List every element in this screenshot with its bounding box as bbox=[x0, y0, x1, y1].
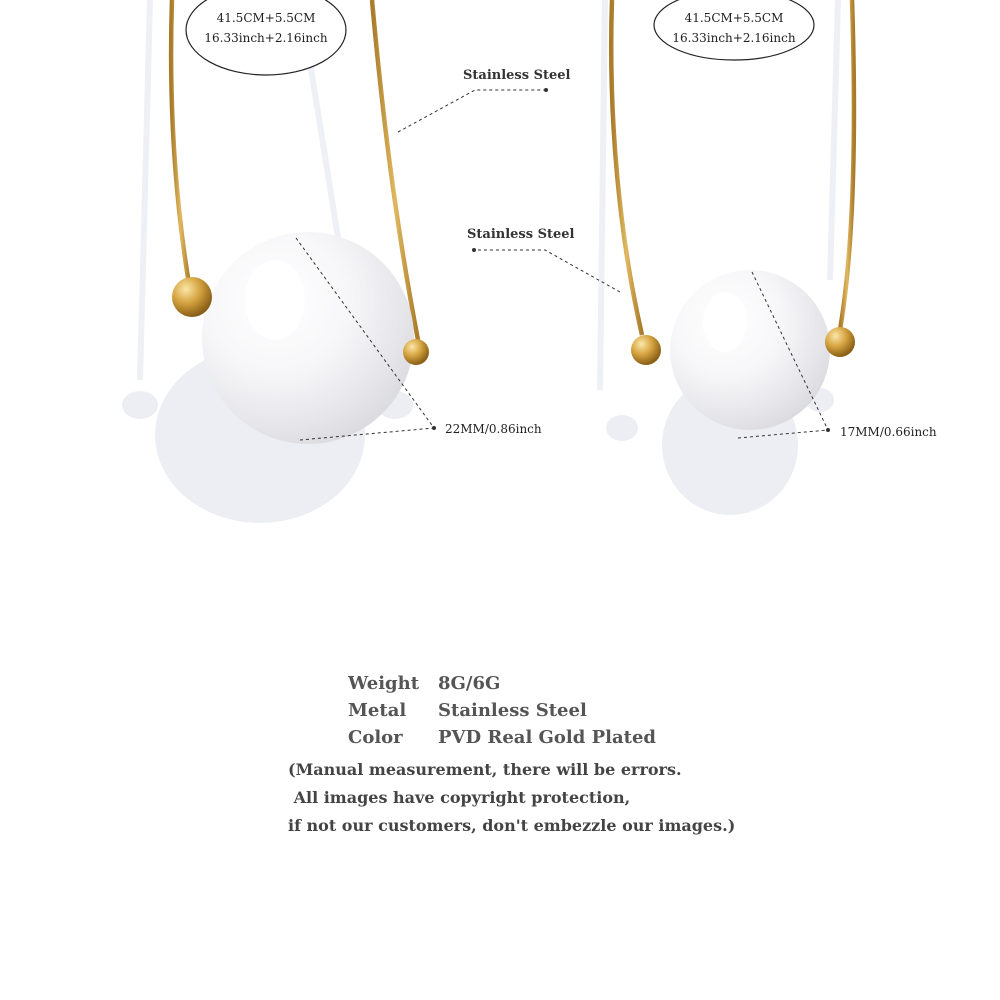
spec-label: Metal bbox=[348, 700, 407, 721]
spec-value: 8G/6G bbox=[438, 673, 501, 694]
right-chain-right bbox=[840, 0, 854, 330]
left-length-inch: 16.33inch+2.16inch bbox=[204, 31, 328, 45]
left-chain-material-label: Stainless Steel bbox=[463, 68, 571, 83]
left-bead-1 bbox=[172, 277, 212, 317]
right-pearl-size-label: 17MM/0.66inch bbox=[840, 425, 937, 439]
left-length-cm: 41.5CM+5.5CM bbox=[216, 11, 316, 25]
spec-label: Weight bbox=[348, 673, 420, 694]
right-length-cm: 41.5CM+5.5CM bbox=[684, 11, 784, 25]
note-line: All images have copyright protection, bbox=[288, 788, 631, 807]
left-bead-2 bbox=[403, 339, 429, 365]
right-cord-shadow-2 bbox=[830, 0, 838, 280]
right-chain-left bbox=[611, 0, 642, 335]
spec-label: Color bbox=[348, 727, 403, 748]
spec-row-metal bbox=[348, 697, 656, 724]
left-pearl-size-label: 22MM/0.86inch bbox=[445, 422, 542, 436]
right-shadow-lobe bbox=[606, 415, 638, 441]
left-length-label bbox=[181, 8, 351, 48]
left-shadow-lobe bbox=[122, 391, 158, 419]
spec-value: Stainless Steel bbox=[438, 700, 587, 721]
left-cord-shadow bbox=[140, 0, 150, 380]
disclaimer-notes bbox=[288, 756, 735, 840]
right-chain-leader bbox=[474, 250, 620, 292]
right-pearl bbox=[670, 270, 830, 430]
spec-table bbox=[348, 670, 656, 751]
note-line: (Manual measurement, there will be errors. bbox=[288, 760, 682, 779]
left-pearl bbox=[202, 232, 414, 444]
right-chain-material-label: Stainless Steel bbox=[467, 227, 575, 242]
spec-row-color bbox=[348, 724, 656, 751]
note-line: if not our customers, don't embezzle our images.) bbox=[288, 816, 736, 835]
right-pearl-highlight bbox=[703, 292, 747, 352]
left-chain-leader bbox=[398, 90, 546, 132]
left-pearl-highlight bbox=[245, 260, 305, 340]
right-bead-1 bbox=[631, 335, 661, 365]
right-cord-shadow bbox=[600, 0, 605, 390]
spec-row-weight bbox=[348, 670, 656, 697]
right-length-label bbox=[649, 8, 819, 48]
spec-value: PVD Real Gold Plated bbox=[438, 727, 657, 748]
right-length-inch: 16.33inch+2.16inch bbox=[672, 31, 796, 45]
right-bead-2 bbox=[825, 327, 855, 357]
